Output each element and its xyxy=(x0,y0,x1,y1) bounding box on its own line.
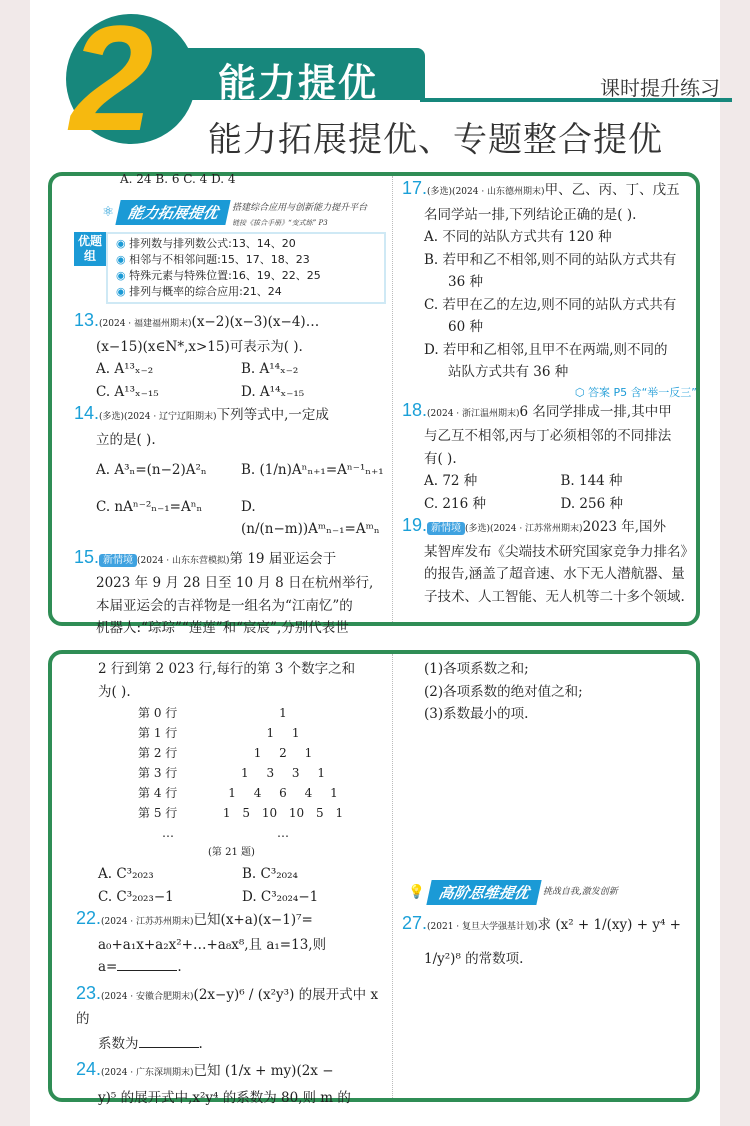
atom-icon: ⚛ xyxy=(102,204,115,220)
q-text: 2 行到第 2 023 行,每行的第 3 个数字之和 xyxy=(98,661,356,677)
section-label: 高阶思维提优 xyxy=(426,880,541,905)
q-source: (2024 · 江苏苏州期末) xyxy=(101,917,194,927)
q-source: (2024 · 山东东营模拟) xyxy=(137,555,230,566)
question-21 xyxy=(68,658,386,908)
answer-reference-link[interactable] xyxy=(402,384,697,400)
q-num: 27. xyxy=(402,912,428,933)
panel-bottom xyxy=(48,650,700,1106)
option-d: D. A¹⁴ₓ₋₁₅ xyxy=(241,383,305,400)
q-text: (x−2)(x−3)(x−4)… xyxy=(191,314,320,330)
row-label: 第 3 行 xyxy=(138,766,178,780)
question-17 xyxy=(402,178,697,384)
option-d: D. 若甲和乙相邻,且甲不在两端,则不同的 xyxy=(424,341,668,358)
option-c-cont: 60 种 xyxy=(448,319,483,335)
q-source: (2024 · 广东深圳期末) xyxy=(101,1068,194,1078)
column-divider xyxy=(392,654,393,1098)
answer-icon: ⬡ xyxy=(574,385,588,399)
question-23 xyxy=(68,983,386,1056)
q-text: 2023 年,国外 xyxy=(582,519,667,535)
q-num: 23. xyxy=(76,982,102,1003)
q-text: 第 19 届亚运会于 xyxy=(229,550,337,567)
row-values: 1 5 10 10 5 1 xyxy=(222,806,344,820)
q-text: a₀+a₁x+a₂x²+…+a₈x⁸,且 a₁=13,则 xyxy=(98,936,327,953)
question-24 xyxy=(68,1059,386,1109)
option-a: A. A¹³ₓ₋₂ xyxy=(96,361,154,377)
section-header xyxy=(102,197,386,229)
q-num: 15. xyxy=(74,546,100,567)
q-source: (2024 · 福建福州期末) xyxy=(99,319,192,329)
row-label: 第 5 行 xyxy=(138,806,178,820)
pascal-triangle xyxy=(138,703,386,863)
question-14 xyxy=(66,403,386,541)
q-text: 1/y²)⁸ 的常数项. xyxy=(424,951,524,967)
option-b: B. A¹⁴ₓ₋₂ xyxy=(241,361,299,377)
left-column xyxy=(68,658,386,1106)
q-source: (2024 · 安徽合肥期末) xyxy=(101,991,194,1002)
q-text: 2023 年 9 月 28 日至 10 月 8 日在杭州举行, xyxy=(96,575,374,591)
option-c: C. nAⁿ⁻²ₙ₋₁=Aⁿₙ xyxy=(96,498,203,515)
row-values: 1 3 3 1 xyxy=(241,766,325,780)
topic-box xyxy=(77,232,386,304)
q-text: a= xyxy=(98,959,118,975)
q-text: (x−15)(x∈N*,x>15)可表示为( ). xyxy=(96,338,303,355)
q-text: . xyxy=(177,959,182,975)
q-text: 为( ). xyxy=(98,683,131,700)
lightbulb-icon: 💡 xyxy=(408,883,425,900)
question-22 xyxy=(68,908,386,979)
topic-item: ◉ 特殊元素与特殊位置:16、19、22、25 xyxy=(116,268,376,284)
chapter-number: 2 xyxy=(70,0,154,162)
q-text: 系数为 xyxy=(98,1035,139,1052)
option-a: A. A³ₙ=(n−2)A²ₙ xyxy=(96,462,207,478)
option-d: D. 256 种 xyxy=(560,495,623,512)
q-text: 的报告,涵盖了超音速、水下无人潜航器、量 xyxy=(424,566,685,582)
q-source: (多选)(2024 · 山东德州期末) xyxy=(427,187,545,197)
column-divider xyxy=(392,176,393,622)
new-context-badge: 新情境 xyxy=(99,554,137,567)
answer-blank[interactable] xyxy=(139,1047,199,1048)
section-link: 链接《拔合手册》“变式练” P3 xyxy=(232,219,328,227)
question-27 xyxy=(402,913,697,971)
topic-item: ◉ 排列数与排列数公式:13、14、20 xyxy=(116,236,376,252)
option-c: C. 216 种 xyxy=(424,495,486,512)
row-label: … xyxy=(162,826,174,840)
q-text: 名同学站一排,下列结论正确的是( ). xyxy=(424,206,637,223)
new-context-badge: 新情境 xyxy=(427,522,465,535)
option-b-cont: 36 种 xyxy=(448,274,483,290)
q-text: 有( ). xyxy=(424,450,457,467)
row-values: … xyxy=(277,826,289,840)
topic-item: ◉ 相邻与不相邻问题:15、17、18、23 xyxy=(116,252,376,268)
topic-item: ◉ 排列与概率的综合应用:21、24 xyxy=(116,284,376,300)
question-26-parts xyxy=(402,658,697,726)
option-a: A. C³₂₀₂₃ xyxy=(98,866,154,882)
q-text: 下列等式中,一定成 xyxy=(216,407,329,423)
row-label: 第 4 行 xyxy=(138,786,178,800)
question-19 xyxy=(402,515,697,608)
row-values: 1 2 1 xyxy=(253,746,313,760)
q-text: 甲、乙、丙、丁、戊五 xyxy=(544,182,680,198)
option-d-cont: 站队方式共有 36 种 xyxy=(448,364,569,380)
panel-top xyxy=(48,172,700,636)
option-a: A. 不同的站队方式共有 120 种 xyxy=(424,229,612,245)
q-num: 13. xyxy=(74,310,100,330)
q-text: 机器人:“琮琮”“莲莲”和“宸宸”,分别代表世 xyxy=(96,620,349,636)
row-label: 第 2 行 xyxy=(138,746,178,760)
left-column xyxy=(66,168,386,636)
q-text: 求 (x² + 1/(xy) + y⁴ + xyxy=(537,916,681,933)
row-values: 1 xyxy=(279,706,287,720)
section-note: 搭建综合应用与创新能力提升平台 xyxy=(232,202,368,213)
q-source: (2024 · 浙江温州期末) xyxy=(427,408,520,419)
header-subtitle: 课时提升练习 xyxy=(600,76,720,100)
q-source: (多选)(2024 · 辽宁辽阳期末) xyxy=(99,412,217,422)
section-tab: 能力提优 xyxy=(180,48,425,100)
sub-question: (2)各项系数的绝对值之和; xyxy=(424,683,583,700)
page-heading: 能力拓展提优、专题整合提优 xyxy=(208,120,663,160)
section-note: 挑战自我,激发创新 xyxy=(542,886,618,897)
right-column xyxy=(402,178,697,622)
q-num: 17. xyxy=(402,178,428,198)
q-text: 立的是( ). xyxy=(96,431,156,448)
option-d: D. C³₂₀₂₄−1 xyxy=(242,888,319,905)
option-b: B. 若甲和乙不相邻,则不同的站队方式共有 xyxy=(424,251,677,268)
q-text: 本届亚运会的吉祥物是一组名为“江南忆”的 xyxy=(96,597,353,614)
sub-question: (3)系数最小的项. xyxy=(424,706,529,722)
sub-question: (1)各项系数之和; xyxy=(424,661,529,677)
row-values: 1 4 6 4 1 xyxy=(228,786,338,800)
section-header xyxy=(408,880,697,905)
group-tag: 优题组 xyxy=(74,232,106,266)
question-15 xyxy=(66,547,386,640)
q-num: 24. xyxy=(76,1059,102,1079)
option-b: B. (1/n)Aⁿₙ₊₁=Aⁿ⁻¹ₙ₊₁ xyxy=(241,462,384,478)
answer-ref-text: 答案 P5 含“举一反三” xyxy=(587,385,697,399)
q-num: 18. xyxy=(402,399,428,420)
option-b: B. C³₂₀₂₄ xyxy=(242,866,298,882)
q-text: 与乙互不相邻,丙与丁必须相邻的不同排法 xyxy=(424,428,672,444)
q-source: (多选)(2024 · 江苏常州期末) xyxy=(465,524,583,534)
row-label: 第 1 行 xyxy=(138,726,178,740)
q-text: 子技术、人工智能、无人机等二十多个领域. xyxy=(424,588,685,605)
section-label: 能力拓展提优 xyxy=(115,200,230,225)
row-values: 1 1 xyxy=(266,726,300,740)
q-text: 已知 (1/x + my)(2x − xyxy=(193,1063,334,1079)
question-13 xyxy=(66,310,386,403)
q-text: . xyxy=(198,1035,203,1052)
figure-caption: (第 21 题) xyxy=(208,847,255,858)
option-d: D. (n/(n−m))Aᵐₙ₋₁=Aᵐₙ xyxy=(241,498,380,537)
option-c: C. C³₂₀₂₃−1 xyxy=(98,888,174,905)
q-text: 某智库发布《尖端技术研究国家竞争力排名》 xyxy=(424,543,694,560)
option-c: C. 若甲在乙的左边,则不同的站队方式共有 xyxy=(424,296,677,313)
option-c: C. A¹³ₓ₋₁₅ xyxy=(96,383,159,400)
row-label: 第 0 行 xyxy=(138,706,178,720)
q-text: 6 名同学排成一排,其中甲 xyxy=(519,403,672,420)
answer-blank[interactable] xyxy=(117,970,177,971)
right-column xyxy=(402,658,697,1098)
option-b: B. 144 种 xyxy=(560,473,623,489)
q-text: 已知(x+a)(x−1)⁷= xyxy=(193,912,313,928)
q-num: 19. xyxy=(402,515,428,535)
q-text: y)⁵ 的展开式中,x²y⁴ 的系数为 80,则 m 的 xyxy=(98,1089,351,1106)
option-a: A. 72 种 xyxy=(424,473,478,489)
question-18 xyxy=(402,400,697,516)
cutoff-options: A. 24 B. 6 C. 4 D. 4 xyxy=(120,172,236,186)
q-num: 14. xyxy=(74,403,100,423)
q-source: (2021 · 复旦大学强基计划) xyxy=(427,921,538,932)
q-num: 22. xyxy=(76,908,102,928)
q-text: (2x−y)⁶ / (x²y³) 的展开式中 x 的 xyxy=(76,986,379,1027)
